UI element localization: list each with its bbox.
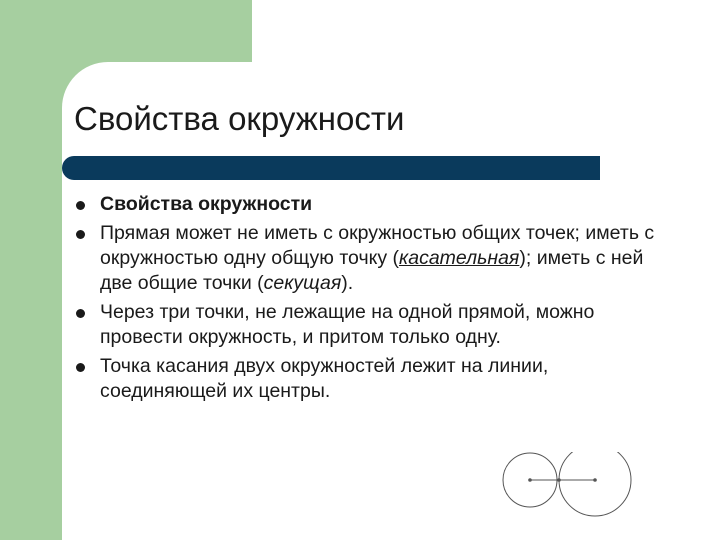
right-center-point: [593, 478, 597, 482]
tangent-point: [557, 478, 561, 482]
bullet-item: [72, 354, 672, 404]
slide-title: Свойства окружности: [74, 100, 405, 137]
title-underline-bar: [62, 156, 600, 180]
bullet-dot-icon: [76, 309, 85, 318]
tangent-circles-diagram: [500, 452, 640, 540]
bullet-text-part: Прямая может не иметь с окружностью общих точек; иметь с окружностью одну общую точку (: [100, 222, 655, 269]
right-circle: [559, 452, 631, 516]
term-tangent: касательная: [399, 247, 520, 269]
bullet-text: Через три точки, не лежащие на одной прямой, можно провести окружность, и притом только одну.: [100, 301, 595, 348]
bullet-text-part: ).: [341, 272, 354, 294]
bullet-item: [72, 300, 672, 350]
left-center-point: [528, 478, 532, 482]
bullet-text: Точка касания двух окружностей лежит на линии, соединяющей их центры.: [100, 355, 549, 402]
bullet-list: [72, 192, 672, 408]
bullet-text: Свойства окружности: [100, 193, 313, 215]
bullet-item: [72, 192, 672, 217]
bullet-dot-icon: [76, 230, 85, 239]
bullet-text-part: ); иметь с ней две общие точки (: [100, 247, 644, 294]
term-secant: секущая: [263, 272, 342, 294]
bullet-dot-icon: [76, 201, 85, 210]
bullet-item: [72, 221, 672, 296]
bullet-dot-icon: [76, 363, 85, 372]
